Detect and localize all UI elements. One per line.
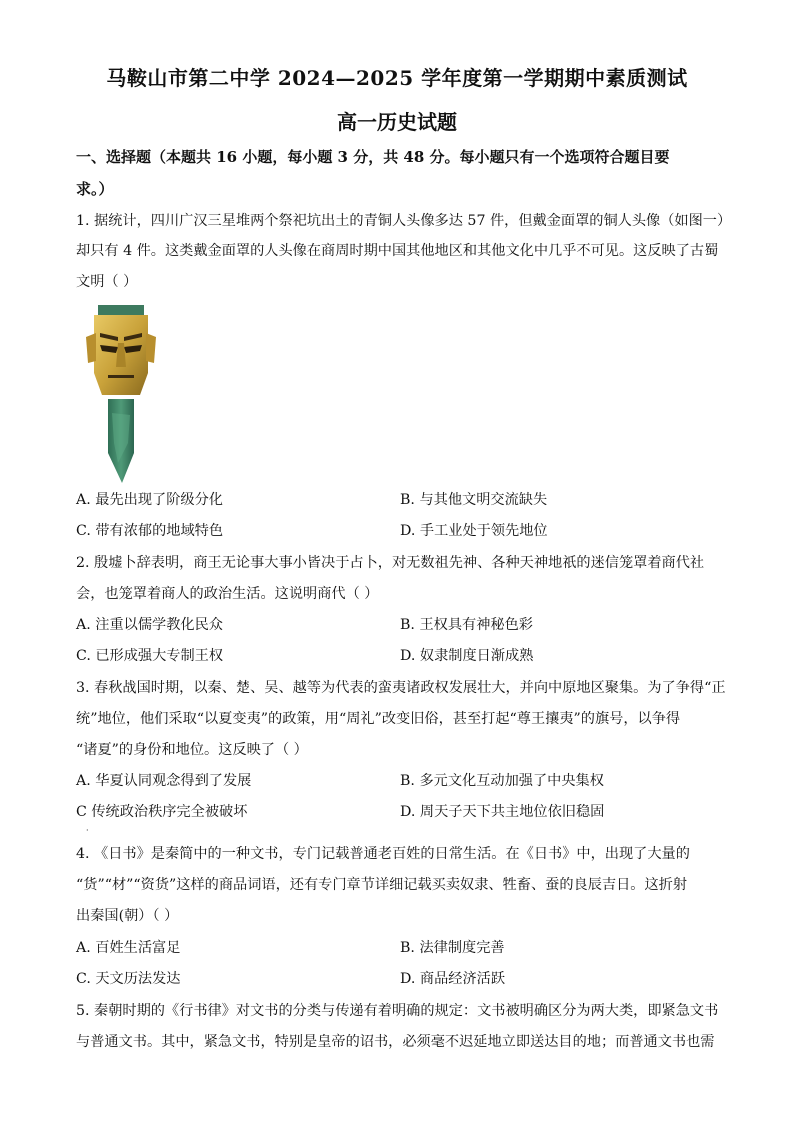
- question-2-option-b[interactable]: B. 王权具有神秘色彩: [400, 617, 533, 633]
- gold-mask-bronze-head-image: [78, 303, 162, 485]
- question-4-option-d[interactable]: D. 商品经济活跃: [400, 971, 506, 987]
- question-3-option-d[interactable]: D. 周天子天下共主地位依旧稳固: [400, 804, 605, 820]
- gold-mask-icon: [78, 303, 162, 485]
- question-2-option-c[interactable]: C. 已形成强大专制王权: [76, 648, 224, 664]
- question-1-option-d[interactable]: D. 手工业处于领先地位: [400, 523, 548, 539]
- question-1-option-c[interactable]: C. 带有浓郁的地域特色: [76, 523, 224, 539]
- question-1-text: 文明（ ）: [76, 274, 138, 290]
- question-3-option-a[interactable]: A. 华夏认同观念得到了发展: [76, 773, 252, 789]
- question-4-text: 4. 《日书》是秦简中的一种文书，专门记载普通老百姓的日常生活。在《日书》中，出现了大量的: [76, 846, 690, 862]
- question-4-text: “货”“材”“资货”这样的商品词语，还有专门章节详细记载买卖奴隶、牲畜、蚕的良辰吉日。这折射: [76, 877, 688, 893]
- question-4-option-c[interactable]: C. 天文历法发达: [76, 971, 181, 987]
- question-2-text: 2. 殷墟卜辞表明，商王无论事大事小皆决于占卜，对无数祖先神、各种天神地祇的迷信笼罩着商代社: [76, 555, 705, 571]
- question-1-text: 1. 据统计，四川广汉三星堆两个祭祀坑出土的青铜人头像多达 57 件，但戴金面罩的铜人头像（如图一）: [76, 213, 732, 229]
- question-3-text: 3. 春秋战国时期，以秦、楚、吴、越等为代表的蛮夷诸政权发展壮大，并向中原地区聚集。为了争得“正: [76, 680, 726, 696]
- question-3-text: “诸夏”的身份和地位。这反映了（ ）: [76, 742, 308, 758]
- question-1-option-b[interactable]: B. 与其他文明交流缺失: [400, 492, 548, 508]
- question-3-text: 统”地位，他们采取“以夏变夷”的政策，用“周礼”改变旧俗，甚至打起“尊王攘夷”的旗号，以争得: [76, 711, 681, 727]
- exam-subtitle: 高一历史试题: [337, 110, 457, 134]
- question-4-text: 出秦国(朝）（ ）: [76, 908, 179, 924]
- stray-mark: ·: [86, 826, 89, 835]
- question-1-text: 却只有 4 件。这类戴金面罩的人头像在商周时期中国其他地区和其他文化中几乎不可见。这反映了古蜀: [76, 243, 719, 259]
- question-2-text: 会，也笼罩着商人的政治生活。这说明商代（ ）: [76, 586, 379, 602]
- section-heading: 一、选择题（本题共 16 小题，每小题 3 分，共 48 分。每小题只有一个选项符合题目要: [76, 148, 670, 166]
- section-heading-cont: 求。）: [76, 180, 114, 198]
- question-5-text: 5. 秦朝时期的《行书律》对文书的分类与传递有着明确的规定：文书被明确区分为两大类，即紧急文书: [76, 1003, 719, 1019]
- question-2-option-d[interactable]: D. 奴隶制度日渐成熟: [400, 648, 534, 664]
- exam-title: 马鞍山市第二中学 2024—2025 学年度第一学期期中素质测试: [106, 66, 688, 90]
- question-5-text: 与普通文书。其中，紧急文书，特别是皇帝的诏书，必须毫不迟延地立即送达目的地；而普通文书也需: [76, 1034, 715, 1050]
- question-3-option-c[interactable]: C 传统政治秩序完全被破坏: [76, 804, 248, 820]
- question-1-option-a[interactable]: A. 最先出现了阶级分化: [76, 492, 223, 508]
- question-2-option-a[interactable]: A. 注重以儒学教化民众: [76, 617, 223, 633]
- question-3-option-b[interactable]: B. 多元文化互动加强了中央集权: [400, 773, 604, 789]
- question-4-option-b[interactable]: B. 法律制度完善: [400, 940, 505, 956]
- question-4-option-a[interactable]: A. 百姓生活富足: [76, 940, 181, 956]
